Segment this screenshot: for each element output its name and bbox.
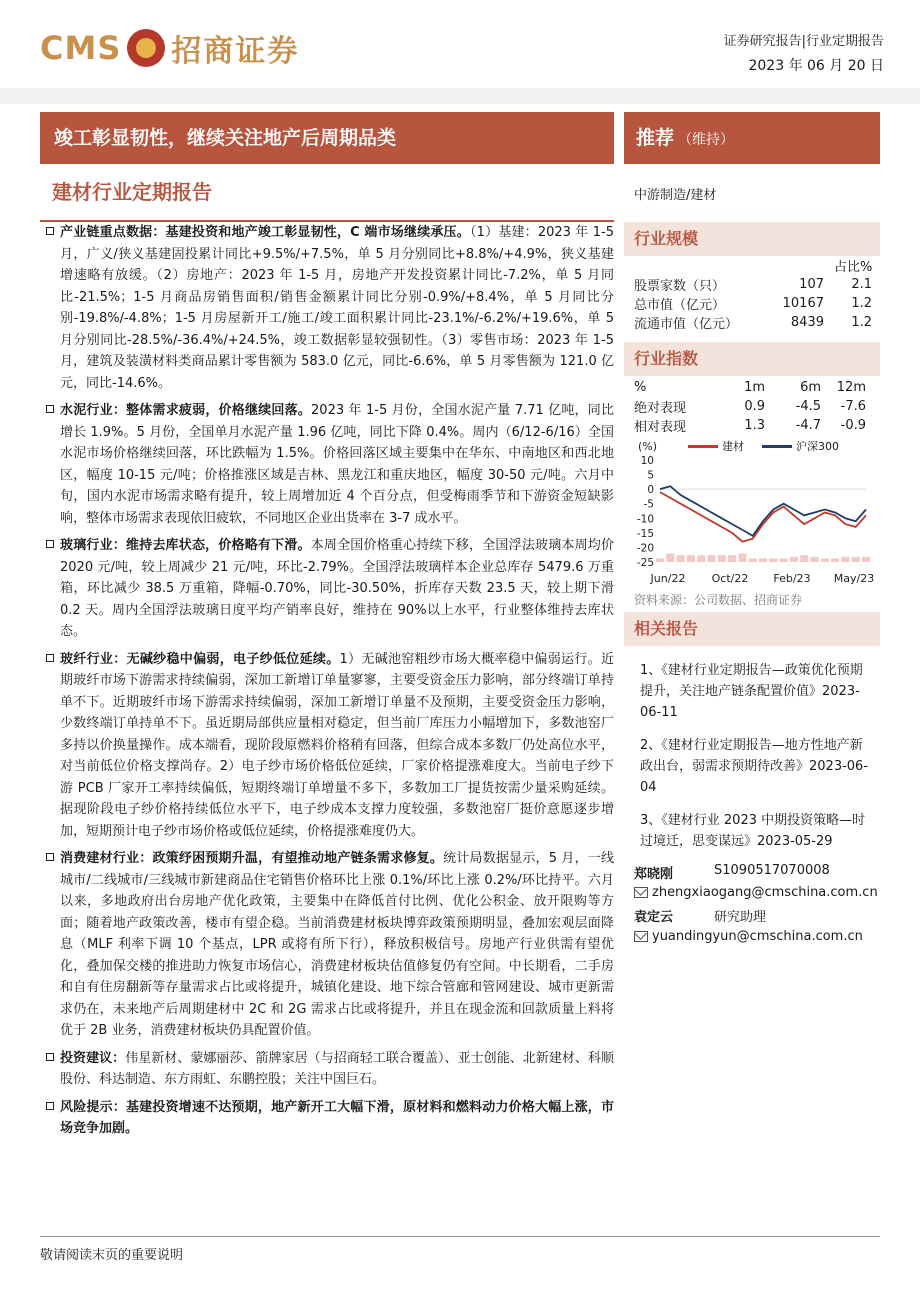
paragraph-text: 统计局数据显示，5 月，一线城市/二线城市/三线城市新建商品住宅销售价格环比上涨 0.1%/环比上涨 0.2%/环比持平。六月以来，多地政府出台房地产优化政策，主要集中在降低首付比例、优化公积金、放开限购等方面；随着地产政策改善，楼市有望企稳。当前消费建材板块博弈政策预期明显，叠加宏观层面降息（MLF 利率下调 10 个基点，LPR 或将有所下行），释放积极信号。房地产行业供需有望优化，叠加保交楼的推进助力恢复市场信心，消费建材板块估值修复仍有空间。中长期看，二手房和自有住房翻新等存量需求占比或将提升，城镇化建设、地下综合管廊和管网建设、城市更新需求仍在，未来地产后周期建材中 2C 和 2G 需求占比或将提升，并且在现金流和回款质量上料将优于 2B 业务，消费建材板块仍具配置价值。 (60, 851, 614, 1038)
header-cell: % (634, 380, 647, 395)
related-report-item[interactable]: 3、《建材行业 2023 中期投资策略—时过境迁，思变谋远》2023-05-29 (640, 813, 866, 849)
row-label: 流通市值（亿元） (634, 317, 739, 332)
relative-area-bar (759, 558, 767, 562)
table-row (634, 397, 866, 416)
scale-heading: 行业规模 (624, 222, 880, 256)
y-tick-label: -10 (636, 513, 654, 526)
y-tick-label: -25 (636, 557, 654, 569)
row-label: 绝对表现 (634, 401, 687, 416)
relative-area-bar (728, 555, 736, 562)
row-label: 相对表现 (634, 420, 687, 435)
table-row (634, 313, 872, 332)
paragraph-heading: 水泥行业：整体需求疲弱，价格继续回落。 (60, 403, 312, 418)
paragraph-heading: 投资建议： (60, 1050, 126, 1066)
row-label: 股票家数（只） (634, 279, 726, 294)
legend-label: 建材 (722, 440, 744, 453)
analyst-1 (634, 863, 830, 882)
checkbox-bullet-icon (46, 405, 54, 413)
row-pct: 1.2 (851, 315, 872, 330)
table-row (634, 294, 872, 313)
checkbox-bullet-icon (46, 654, 54, 662)
relative-area-bar (780, 558, 788, 562)
relative-area-bar (790, 557, 798, 562)
footer-note: 敬请阅读末页的重要说明 (40, 1248, 184, 1263)
analyst-2-email[interactable] (634, 929, 863, 944)
table-row (634, 378, 866, 397)
y-tick-label: -15 (636, 527, 654, 540)
relative-area-bar (749, 558, 757, 562)
doc-type: 证券研究报告|行业定期报告 (723, 34, 884, 49)
logo-text-cn: 招商证券 (171, 34, 300, 69)
row-value: 107 (799, 277, 824, 292)
paragraph-text: 2023 年 1-5 月份，全国水泥产量 7.71 亿吨，同比增长 1.9%。5 月份，全国单月水泥产量 1.96 亿吨，同比下降 0.4%。周内（6/12-6/16）全国水泥市场价格继续回落，环比跌幅为 1.5%。价格回落区域主要集中在华东、中南地区和西北地区，幅度 10-15 元/吨；价格推涨区域是吉林、黑龙江和重庆地区，幅度 30-50 元/吨。六月中旬，国内水泥市场需求略有提升，较上周增加近 4 个百分点，但受梅雨季节和下游资金短缺影响，整体市场需求表现依旧疲软，不同地区企业出货率在 3-7 成水平。 (60, 403, 614, 526)
relative-area-bar (852, 557, 860, 562)
rating-note: （维持） (678, 132, 735, 148)
checkbox-bullet-icon (46, 1053, 54, 1061)
paragraph-risk (40, 1097, 614, 1140)
x-tick-label: Oct/22 (711, 572, 749, 585)
row-value: 8439 (790, 315, 824, 330)
rating-label: 推荐 (636, 127, 675, 149)
paragraph-heading: 玻纤行业：无碱纱稳中偏弱，电子纱低位延续。 (60, 651, 340, 667)
x-tick-label: Feb/23 (773, 572, 811, 585)
report-title: 竣工彰显韧性，继续关注地产后周期品类 (40, 112, 614, 164)
logo-emblem-icon (127, 29, 165, 67)
index-heading: 行业指数 (624, 342, 880, 376)
y-tick-label: -5 (643, 498, 654, 511)
checkbox-bullet-icon (46, 227, 54, 235)
legend-label: 沪深300 (796, 440, 839, 453)
related-heading: 相关报告 (624, 612, 880, 646)
x-tick-label: Jun/22 (650, 572, 686, 585)
y-tick-label: 5 (647, 469, 654, 482)
header-cell: 12m (836, 380, 866, 395)
checkbox-bullet-icon (46, 853, 54, 861)
row-label: 总市值（亿元） (634, 298, 726, 313)
paragraph-heading: 玻璃行业：维持去库状态，价格略有下滑。 (60, 538, 311, 553)
paragraph-investment (40, 1048, 614, 1091)
y-unit-label: (%) (638, 440, 658, 453)
relative-area-bar (708, 555, 716, 562)
paragraph-heading: 消费建材行业：政策纾困预期升温，有望推动地产链条需求修复。 (60, 851, 444, 866)
analyst-name: 郑晓刚 (634, 867, 674, 882)
analyst-email[interactable]: yuandingyun@cmschina.com.cn (652, 929, 863, 944)
relative-area-bar (656, 558, 664, 562)
paragraph-heading: 风险提示：基建投资增速不达预期，地产新开工大幅下滑，原材料和燃料动力价格大幅上涨，市场竞争加剧。 (60, 1099, 614, 1136)
relative-area-bar (800, 555, 808, 562)
row-value: 0.9 (744, 399, 765, 414)
relative-area-bar (769, 558, 777, 562)
row-pct: 2.1 (851, 277, 872, 292)
scale-col-header: 占比% (834, 260, 873, 275)
report-date: 2023 年 06 月 20 日 (748, 58, 884, 74)
header-meta (724, 30, 884, 78)
report-subtitle: 建材行业定期报告 (52, 180, 212, 204)
y-tick-label: -20 (636, 542, 654, 555)
series-line-building-materials (660, 492, 866, 541)
scale-table (634, 275, 872, 332)
relative-area-bar (718, 555, 726, 562)
y-tick-label: 0 (647, 484, 654, 497)
row-pct: 1.2 (851, 296, 872, 311)
related-reports (640, 660, 870, 864)
relative-area-bar (862, 557, 870, 562)
series-line-csi300 (660, 486, 866, 536)
relative-area-bar (831, 558, 839, 562)
paragraph-heading: 产业链重点数据：基建投资和地产竣工彰显韧性，C 端市场继续承压。 (60, 225, 470, 240)
table-row (634, 275, 872, 294)
relative-area-bar (687, 555, 695, 562)
row-value: 1.3 (744, 418, 765, 433)
relative-area-bar (697, 555, 705, 562)
relative-area-bar (677, 555, 685, 562)
main-content (40, 222, 614, 1146)
paragraph-text: 伟星新材、蒙娜丽莎、箭牌家居（与招商轻工联合覆盖）、亚士创能、北新建材、科顺股份、科达制造、东方雨虹、东鹏控股；关注中国巨石。 (60, 1050, 614, 1087)
industry-label: 中游制造/建材 (634, 188, 717, 203)
mail-icon (634, 931, 648, 942)
row-value: -4.7 (795, 418, 821, 433)
related-report-item[interactable]: 2、《建材行业定期报告—地方性地产新政出台，弱需求预期待改善》2023-06-04 (640, 738, 869, 795)
relative-area-bar (841, 557, 849, 562)
header-cell: 6m (800, 380, 821, 395)
row-value: -0.9 (840, 418, 866, 433)
analyst-name: 袁定云 (634, 910, 674, 925)
paragraph-glass (40, 535, 614, 643)
rating-bar (624, 112, 880, 164)
paragraph-text: （1）基建：2023 年 1-5 月，广义/狭义基建固投累计同比+9.5%/+7.5%，单 5 月分别同比+8.8%/+4.9%，狭义基建增速略有放缓。（2）房地产：2023 年 1-5 月，房地产开发投资累计同比-7.2%，单 5 月同比-21.5%；1-5 月商品房销售面积/销售金额累计同比分别-0.9%/+8.4%，单 5 月同比分别-19.8%/-4.8%；1-5 月房屋新开工/施工/竣工面积累计同比-23.1%/-6.2%/+19.6%，单 5 月分别同比-28.5%/-36.4%/+24.5%，竣工数据彰显较强韧性。（3）零售市场：2023 年 1-5 月，建筑及装潢材料类商品累计零售额为 583.0 亿元，同比-6.6%，单 5 月零售额为 121.0 亿元，同比-14.6%。 (60, 225, 614, 391)
paragraph-consumer-materials (40, 848, 614, 1042)
row-value: -4.5 (795, 399, 821, 414)
footer-divider (40, 1236, 880, 1237)
relative-area-bar (811, 557, 819, 562)
analyst-2 (634, 906, 767, 925)
row-value: -7.6 (840, 399, 866, 414)
logo-text-en: CMS (40, 29, 122, 67)
relative-area-bar (821, 558, 829, 562)
paragraph-chain-data (40, 222, 614, 394)
checkbox-bullet-icon (46, 1102, 54, 1110)
row-value: 10167 (782, 296, 824, 311)
relative-area-bar (666, 554, 674, 562)
header-band (0, 88, 920, 104)
related-report-item[interactable]: 1、《建材行业定期报告—政策优化预期提升，关注地产链条配置价值》2023-06-11 (640, 663, 863, 720)
header-cell: 1m (744, 380, 765, 395)
paragraph-fiberglass (40, 649, 614, 843)
chart-source: 资料来源：公司数据、招商证券 (634, 593, 803, 607)
analyst-email[interactable]: zhengxiaogang@cmschina.com.cn (652, 885, 878, 900)
paragraph-text: 1）无碱池窑粗纱市场大概率稳中偏弱运行。近期玻纤市场下游需求持续偏弱，深加工新增订单量寥寥，主要受资金压力影响，部分终端订单持单不下。近期玻纤市场下游需求持续偏弱，深加工新增订单量不及预期，主要受资金压力影响，少数终端订单持单不下。虽近期局部供应量相对稳定，但当前厂库压力小幅增加下，多数池窑厂多持以价换量操作。成本端看，现阶段原燃料价格稍有回落，但综合成本多数厂仍处高位水平，对当前低位价格支撑尚存。2）电子纱市场价格低位延续，厂家价格提涨难度大。当前电子纱下游 PCB 厂家开工率持续偏低，短期终端订单增量不多下，多数加工厂提货按需少量采购延续。据现阶段电子纱价格持续低位水平下，电子纱成本支撑力度较强，多数池窑厂挺价意愿逐步增加，短期预计电子纱市场价格或低位延续，价格提涨难度仍大。 (60, 651, 614, 839)
relative-area-bar (738, 554, 746, 562)
mail-icon (634, 887, 648, 898)
index-chart (630, 436, 880, 588)
paragraph-cement (40, 400, 614, 529)
x-tick-label: May/23 (833, 572, 875, 585)
table-row (634, 416, 866, 435)
index-table (634, 378, 866, 435)
analyst-cert: S1090517070008 (714, 863, 830, 878)
paragraph-text: 本周全国价格重心持续下移，全国浮法玻璃本周均价 2020 元/吨，较上周减少 21 元/吨，环比-2.79%。全国浮法玻璃样本企业总库存 5479.6 万重箱，环比减少 38.5 万重箱，降幅-0.70%，同比-30.50%，折库存天数 23.5 天，较上期下滑 0.2 天。周内全国浮法玻璃日度平均产销率良好，维持在 90%以上水平，行业整体维持去库状态。 (60, 538, 614, 639)
checkbox-bullet-icon (46, 540, 54, 548)
analyst-1-email[interactable] (634, 885, 878, 900)
analyst-cert: 研究助理 (714, 910, 767, 925)
y-tick-label: 10 (640, 455, 654, 467)
cms-logo (40, 26, 299, 70)
